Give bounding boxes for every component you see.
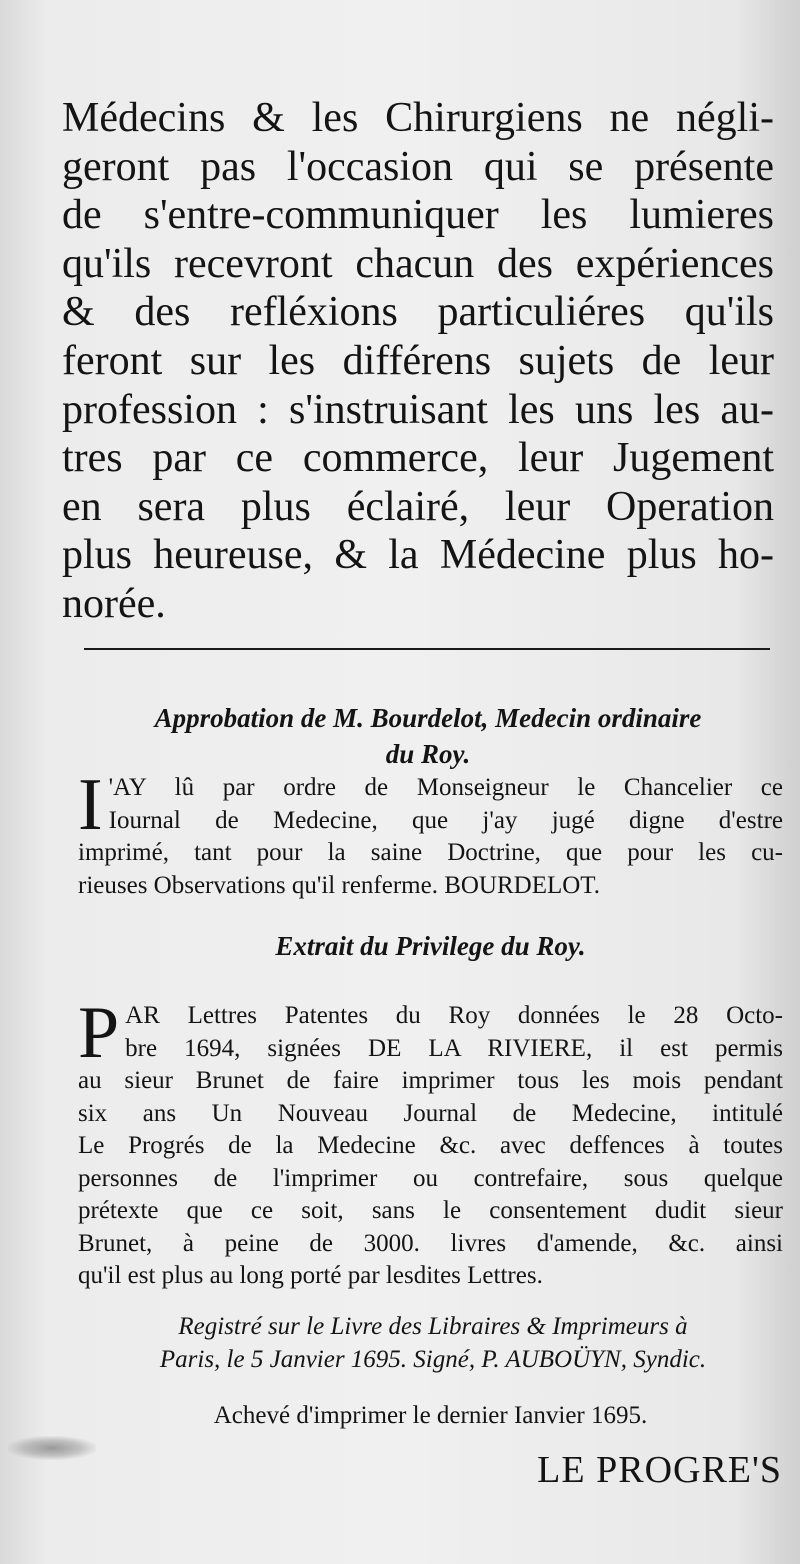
text-line: Médecins & les Chirurgiens ne négli- <box>62 95 774 141</box>
approbation-heading-line: du Roy. <box>385 739 471 769</box>
text-line: Le Progrés de la Medecine &c. avec deffences à toutes <box>78 1132 783 1159</box>
registration-line: Registré sur le Livre des Libraires & Imprimeurs à <box>178 1313 688 1340</box>
text-line: geront pas l'occasion qui se présente <box>62 143 774 190</box>
drop-cap: P <box>78 992 120 1074</box>
privilege-text <box>78 992 783 1293</box>
text-line: Brunet, à peine de 3000. livres d'amende, &c. ainsi <box>78 1229 783 1257</box>
drop-cap: I <box>78 764 103 846</box>
text-line: feront sur les différens sujets de leur <box>62 337 774 384</box>
text-line: qu'ils recevront chacun des expériences <box>62 240 774 287</box>
text-line: imprimé, tant pour la saine Doctrine, que pour les cu- <box>78 839 783 866</box>
text-line: qu'il est plus au long porté par lesdites Lettres. <box>78 1262 543 1289</box>
printing-completed-note: Achevé d'imprimer le dernier Ianvier 1695. <box>213 1402 648 1429</box>
text-line: & des refléxions particuliéres qu'ils <box>62 289 774 336</box>
privilege-heading: Extrait du Privilege du Roy. <box>275 931 586 961</box>
catchword: LE PROGRE'S <box>537 1449 782 1491</box>
approbation-heading-line: Approbation de M. Bourdelot, Medecin ordinaire <box>154 703 702 733</box>
registration-note <box>78 1310 788 1376</box>
text-line: Iournal de Medecine, que j'ay jugé digne d'estre <box>108 806 783 834</box>
text-line: personnes de l'imprimer ou contrefaire, sous quelque <box>78 1164 783 1192</box>
section-divider <box>84 648 770 650</box>
text-line: prétexte que ce soit, sans le consentement dudit sieur <box>78 1197 783 1224</box>
ink-smudge <box>8 1436 96 1460</box>
text-line: AR Lettres Patentes du Roy données le 28 Octo- <box>125 1002 783 1029</box>
main-paragraph <box>62 94 774 629</box>
text-line: rieuses Observations qu'il renferme. BOURDELOT. <box>78 871 600 899</box>
text-line: norée. <box>62 580 166 627</box>
registration-line: Paris, le 5 Janvier 1695. Signé, P. AUBOÜYN, Syndic. <box>159 1346 707 1373</box>
text-line: au sieur Brunet de faire imprimer tous les mois pendant <box>78 1067 783 1094</box>
text-line: six ans Un Nouveau Journal de Medecine, intitulé <box>78 1099 783 1127</box>
approbation-text <box>78 764 783 902</box>
text-line: profession : s'instruisant les uns les au- <box>62 386 774 433</box>
text-line: 'AY lû par ordre de Monseigneur le Chancelier ce <box>108 774 783 801</box>
approbation-heading <box>74 700 782 772</box>
text-line: de s'entre-communiquer les lumieres <box>62 192 774 239</box>
text-line: en sera plus éclairé, leur Operation <box>62 483 774 530</box>
text-line: bre 1694, signées DE LA RIVIERE, il est permis <box>125 1034 783 1062</box>
text-line: plus heureuse, & la Médecine plus ho- <box>62 532 774 579</box>
text-line: tres par ce commerce, leur Jugement <box>62 435 774 482</box>
